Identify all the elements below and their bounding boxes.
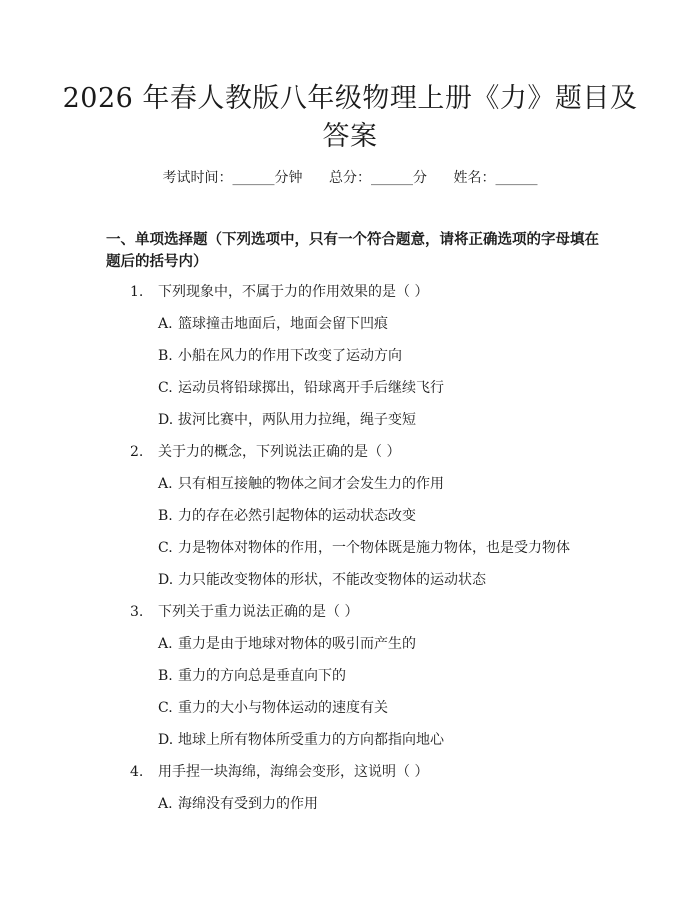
- question-number: 2.: [130, 444, 144, 460]
- option-letter: A.: [158, 796, 173, 812]
- exam-time-field: 考试时间：______分钟: [162, 170, 303, 186]
- option-2a: [158, 474, 444, 494]
- section-heading: 一、单项选择题（下列选项中，只有一个符合题意，请将正确选项的字母填在题后的括号内）: [106, 232, 599, 270]
- option-letter: A.: [158, 636, 173, 652]
- question-number: 1.: [130, 284, 144, 300]
- option-text: 力是物体对物体的作用，一个物体既是施力物体，也是受力物体: [178, 540, 570, 556]
- option-text: 篮球撞击地面后，地面会留下凹痕: [178, 316, 388, 332]
- option-text: 拔河比赛中，两队用力拉绳，绳子变短: [178, 412, 416, 428]
- option-3c: [158, 698, 388, 718]
- question-3: [130, 602, 358, 622]
- option-3d: [158, 730, 444, 750]
- option-letter: D.: [158, 412, 174, 428]
- option-3b: [158, 666, 346, 686]
- question-2: [130, 442, 400, 462]
- option-text: 海绵没有受到力的作用: [178, 796, 318, 812]
- option-1b: [158, 346, 402, 366]
- question-4: [130, 762, 428, 782]
- document-title: 2026 年春人教版八年级物理上册《力》题目及答案: [62, 83, 638, 152]
- option-text: 重力是由于地球对物体的吸引而产生的: [178, 636, 416, 652]
- option-2b: [158, 506, 416, 526]
- option-letter: B.: [158, 668, 173, 684]
- question-1: [130, 282, 428, 302]
- option-letter: D.: [158, 572, 174, 588]
- question-stem: 用手捏一块海绵，海绵会变形，这说明（ ）: [158, 764, 429, 780]
- option-text: 地球上所有物体所受重力的方向都指向地心: [178, 732, 444, 748]
- option-3a: [158, 634, 416, 654]
- option-text: 只有相互接触的物体之间才会发生力的作用: [178, 476, 444, 492]
- option-letter: B.: [158, 508, 173, 524]
- question-stem: 下列关于重力说法正确的是（ ）: [158, 604, 359, 620]
- total-score-field: 总分：______分: [329, 170, 427, 186]
- option-text: 运动员将铅球掷出，铅球离开手后继续飞行: [178, 380, 444, 396]
- option-text: 力只能改变物体的形状，不能改变物体的运动状态: [178, 572, 486, 588]
- option-text: 小船在风力的作用下改变了运动方向: [178, 348, 402, 364]
- option-1d: [158, 410, 416, 430]
- option-text: 力的存在必然引起物体的运动状态改变: [178, 508, 416, 524]
- option-letter: A.: [158, 316, 173, 332]
- question-stem: 下列现象中，不属于力的作用效果的是（ ）: [158, 284, 429, 300]
- option-text: 重力的方向总是垂直向下的: [178, 668, 346, 684]
- option-1a: [158, 314, 388, 334]
- option-letter: C.: [158, 700, 173, 716]
- option-letter: C.: [158, 380, 173, 396]
- option-letter: A.: [158, 476, 173, 492]
- option-2c: [158, 538, 570, 558]
- question-stem: 关于力的概念，下列说法正确的是（ ）: [158, 444, 401, 460]
- option-letter: B.: [158, 348, 173, 364]
- option-1c: [158, 378, 444, 398]
- option-4a: [158, 794, 318, 814]
- exam-info-bar: [0, 168, 700, 188]
- option-text: 重力的大小与物体运动的速度有关: [178, 700, 388, 716]
- question-number: 3.: [130, 604, 144, 620]
- option-2d: [158, 570, 486, 590]
- option-letter: D.: [158, 732, 174, 748]
- student-name-field: 姓名：______: [453, 170, 538, 186]
- option-letter: C.: [158, 540, 173, 556]
- question-number: 4.: [130, 764, 144, 780]
